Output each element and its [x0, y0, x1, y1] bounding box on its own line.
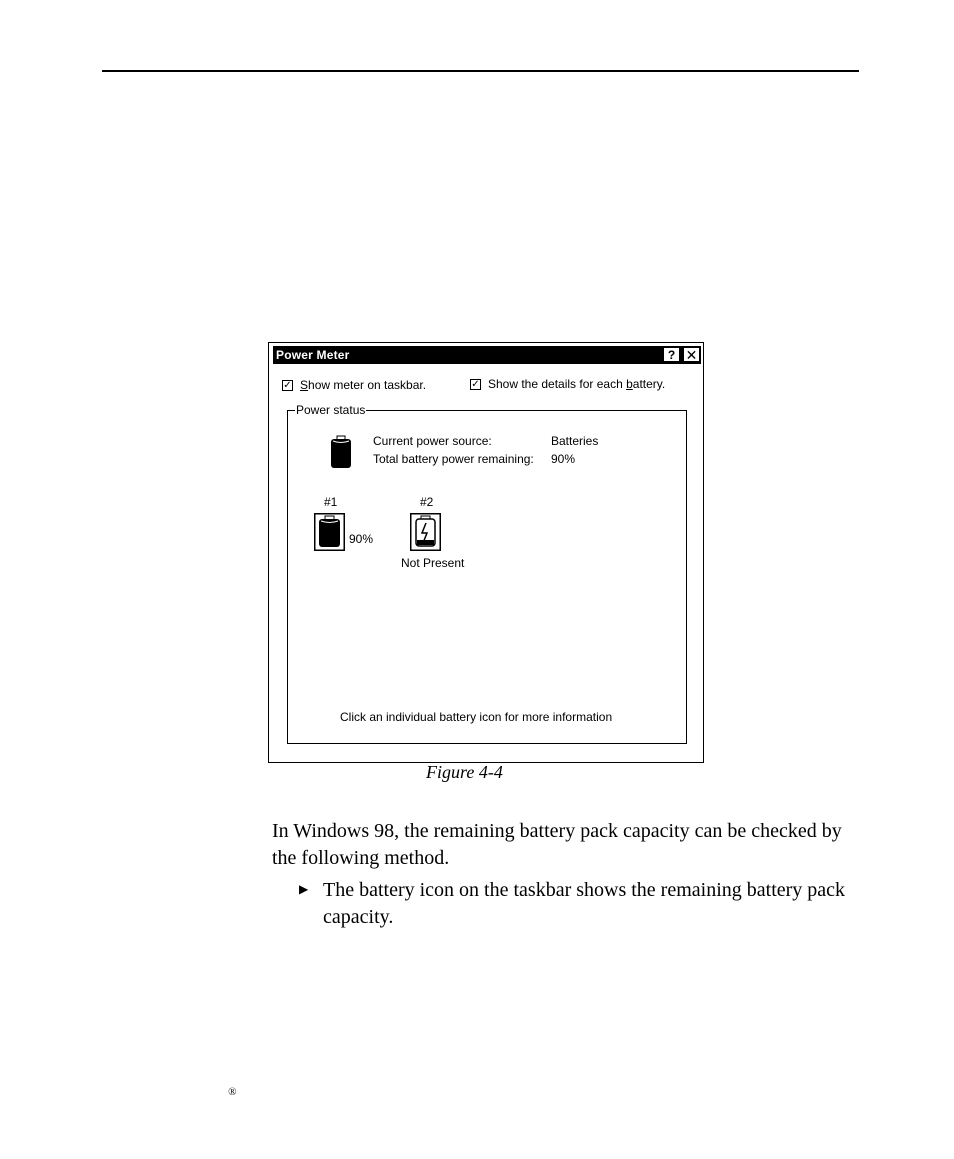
checkmark-icon[interactable]: ✓ — [471, 378, 480, 390]
show-meter-checkbox[interactable] — [282, 378, 426, 392]
top-rule — [102, 70, 859, 72]
total-remaining-value: 90% — [551, 452, 576, 466]
registered-mark: ® — [228, 1086, 237, 1098]
current-source-value: Batteries — [551, 434, 599, 448]
bullet-arrow-icon: ▶ — [299, 882, 309, 896]
battery-2-icon[interactable] — [410, 513, 441, 551]
battery-1-label: #1 — [324, 495, 338, 509]
figure-caption: Figure 4-4 — [426, 762, 503, 782]
battery-1-status: 90% — [349, 532, 374, 546]
show-details-checkbox[interactable] — [470, 377, 665, 391]
battery-2-label: #2 — [420, 495, 434, 509]
bullet-text: The battery icon on the taskbar shows the remaining battery pack capacity. — [323, 879, 846, 928]
dialog-title: Power Meter — [276, 348, 350, 362]
power-status-label: Power status — [296, 403, 366, 417]
battery-2-status: Not Present — [401, 556, 465, 570]
battery-icon — [330, 435, 352, 469]
dialog-titlebar[interactable] — [273, 346, 701, 364]
show-meter-label: Show meter on taskbar. — [300, 378, 427, 392]
power-meter-dialog — [268, 342, 704, 763]
help-button[interactable]: ? — [664, 348, 679, 361]
close-button[interactable]: ✕ — [685, 347, 698, 363]
total-remaining-label: Total battery power remaining: — [373, 452, 534, 466]
show-details-label: Show the details for each battery. — [488, 377, 666, 391]
hint-text: Click an individual battery icon for more information — [340, 710, 613, 724]
checkmark-icon[interactable]: ✓ — [283, 379, 292, 391]
power-status-group — [287, 403, 687, 744]
battery-1-icon[interactable] — [314, 513, 345, 551]
body-paragraph: In Windows 98, the remaining battery pack capacity can be checked by the following method. — [272, 820, 842, 869]
current-source-label: Current power source: — [373, 434, 492, 448]
